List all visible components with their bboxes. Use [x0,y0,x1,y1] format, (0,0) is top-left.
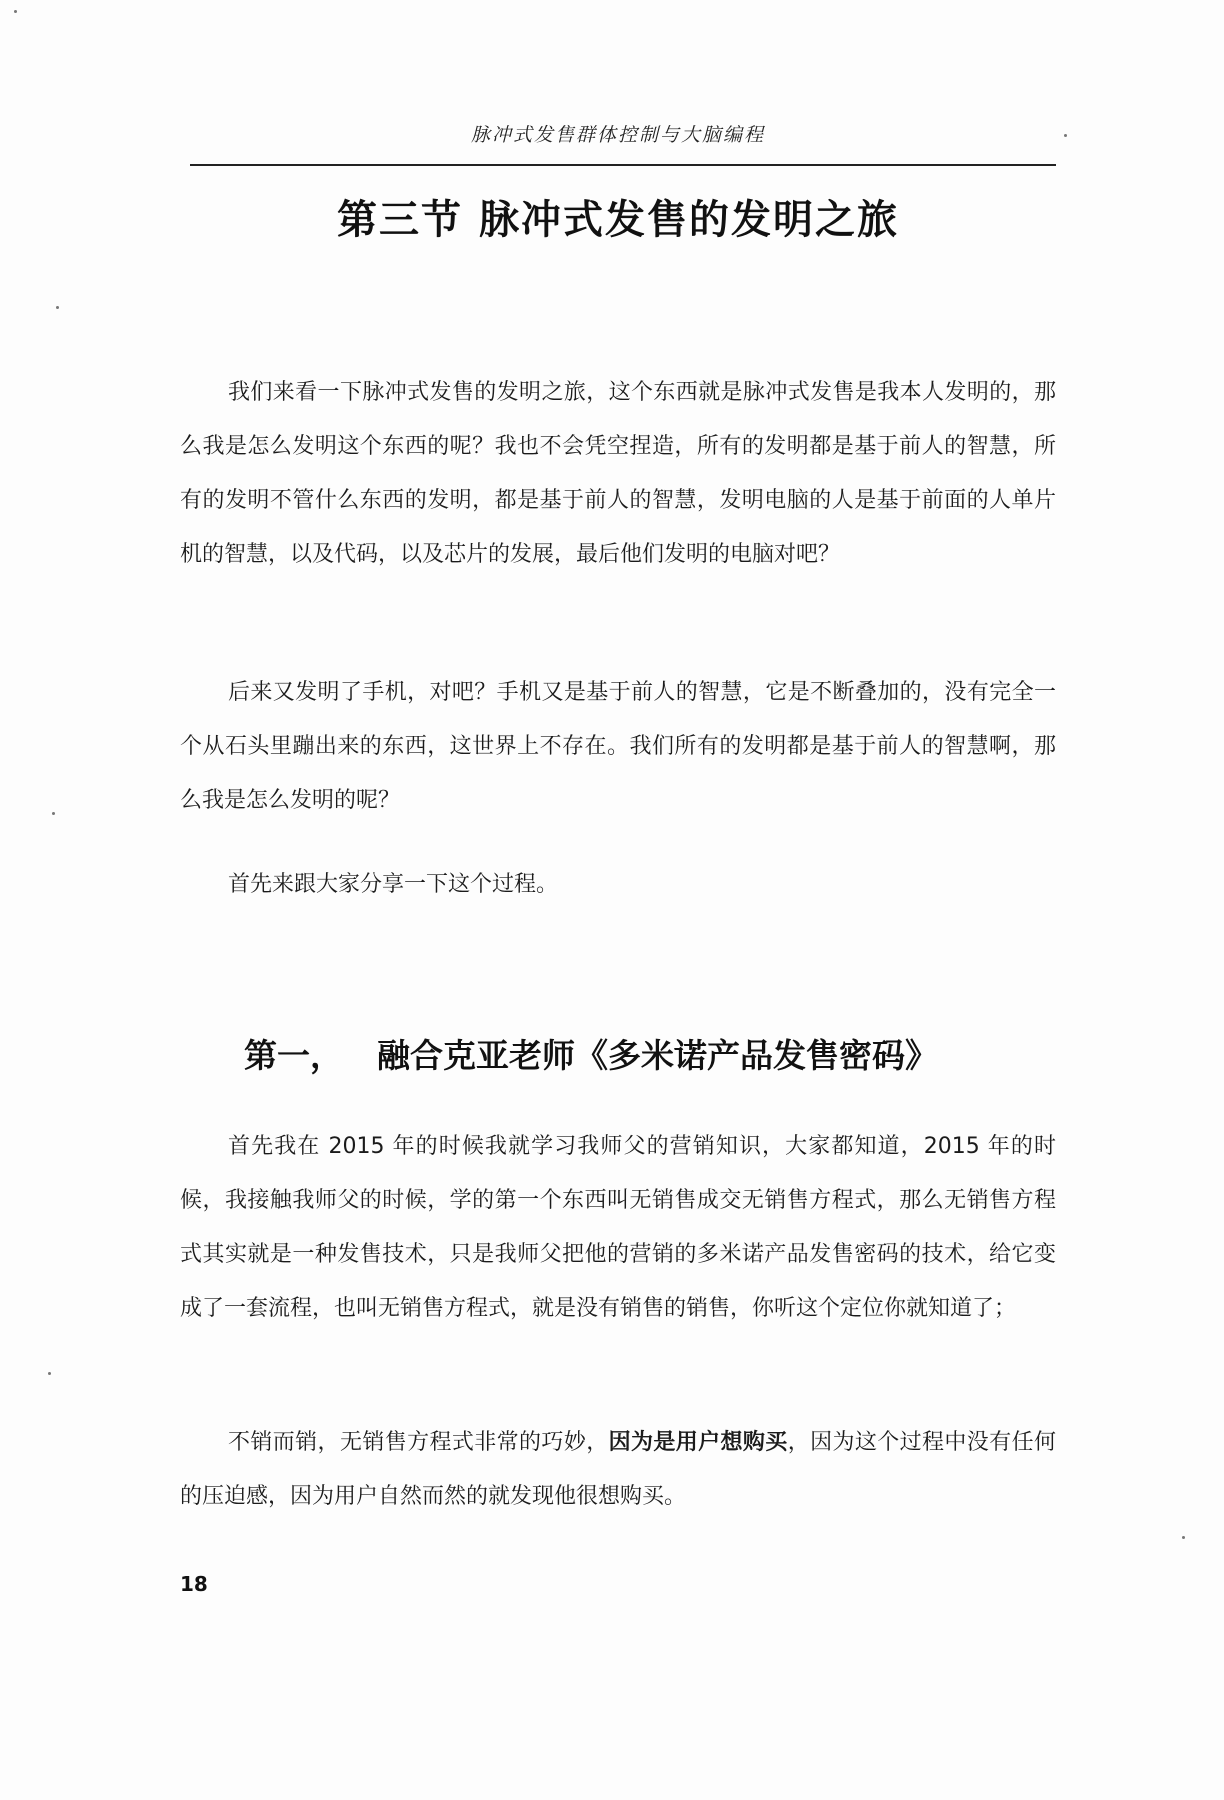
paragraph-3 [180,858,1056,912]
paragraph-segment: 不销而销，无销售方程式非常的巧妙， [228,1430,609,1455]
paragraph-2 [180,666,1056,828]
section-title: 第三节 脉冲式发售的发明之旅 [337,197,899,243]
paragraph-5 [180,1416,1056,1524]
emphasized-text: 因为是用户想购买 [608,1430,788,1455]
subsection-title: 融合克亚老师《多米诺产品发售密码》 [377,1036,938,1075]
paragraph-text: 首先来跟大家分享一下这个过程。 [228,872,559,897]
scan-speck [1064,134,1067,137]
subsection-heading [244,1030,938,1077]
paragraph-text: 我们来看一下脉冲式发售的发明之旅，这个东西就是脉冲式发售是我本人发明的，那么我是怎么发明这个东西的呢？我也不会凭空捏造，所有的发明都是基于前人的智慧，所有的发明不管什么东西的发明，都是基于前人的智慧，发明电脑的人是基于前面的人单片机的智慧，以及代码，以及芯片的发展，最后他们发明的电脑对吧？ [180,380,1056,567]
scan-speck [56,306,59,309]
paragraph-4 [180,1120,1056,1336]
scan-speck [52,812,55,815]
header-rule [190,164,1056,166]
scan-speck [48,1372,51,1375]
subsection-number: 第一， [244,1036,343,1075]
running-header: 脉冲式发售群体控制与大脑编程 [470,124,765,146]
paragraph-text: 后来又发明了手机，对吧？手机又是基于前人的智慧，它是不断叠加的，没有完全一个从石头里蹦出来的东西，这世界上不存在。我们所有的发明都是基于前人的智慧啊，那么我是怎么发明的呢？ [180,680,1056,813]
paragraph-text: 首先我在 2015 年的时候我就学习我师父的营销知识，大家都知道，2015 年的时候，我接触我师父的时候，学的第一个东西叫无销售成交无销售方程式，那么无销售方程式其实就是一种发售技术，只是我师父把他的营销的多米诺产品发售密码的技术，给它变成了一套流程，也叫无销售方程式，就是没有销售的销售，你听这个定位你就知道了； [180,1134,1056,1321]
paragraph-text [180,1416,1056,1524]
paragraph-segment: ，因为这个过程中没有任何的压迫感，因为用户自然而然的就发现他很想购买。 [180,1430,1056,1509]
paragraph-1 [180,366,1056,582]
scan-speck [1182,1536,1185,1539]
page-number: 18 [180,1572,208,1596]
scan-speck [14,10,17,13]
